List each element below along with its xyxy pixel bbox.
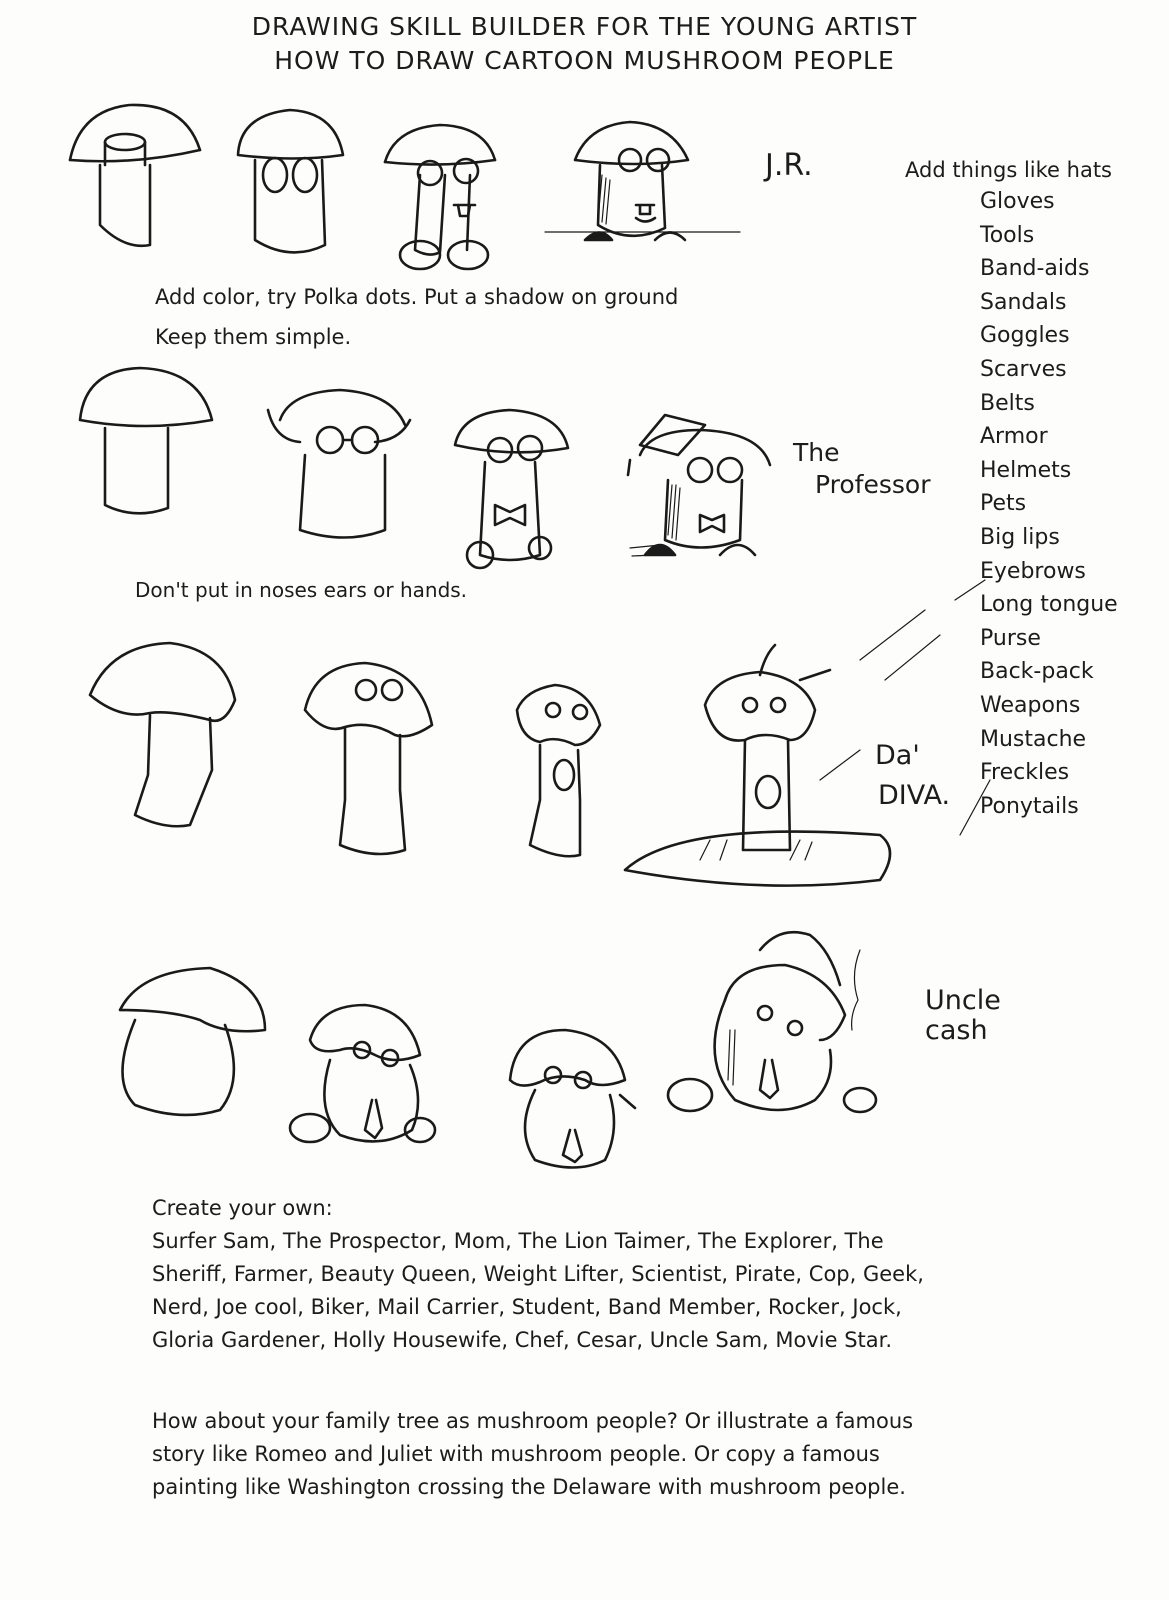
character-name-jr: J.R. xyxy=(765,148,813,183)
professor-step-2-icon xyxy=(268,390,410,538)
accessories-heading: Add things like hats xyxy=(905,158,1112,182)
accessory-item: Big lips xyxy=(980,524,1060,550)
accessory-item: Gloves xyxy=(980,189,1055,214)
accessory-item: Scarves xyxy=(980,356,1067,382)
closing-line: painting like Washington crossing the Delaware with mushroom people. xyxy=(152,1475,906,1499)
accessory-item: Tools xyxy=(980,222,1035,248)
tip-add-color: Add color, try Polka dots. Put a shadow on ground xyxy=(155,285,679,309)
professor-step-3-icon xyxy=(455,410,568,568)
professor-step-4-icon xyxy=(628,415,770,556)
tip-no-noses: Don't put in noses ears or hands. xyxy=(135,578,468,602)
character-name-diva-line-1: Da' xyxy=(875,740,920,771)
jr-step-1-icon xyxy=(70,105,200,246)
accessories-list xyxy=(980,185,1118,823)
accessory-item: Freckles xyxy=(980,760,1070,786)
accessory-item: Pets xyxy=(980,491,1027,517)
accessory-item: Purse xyxy=(980,625,1041,651)
accessory-item: Long tongue xyxy=(980,592,1118,618)
create-your-own-line: Gloria Gardener, Holly Housewife, Chef, Cesar, Uncle Sam, Movie Star. xyxy=(152,1328,893,1352)
diva-step-3-icon xyxy=(517,685,600,856)
uncle-cash-step-2-icon xyxy=(290,1005,435,1142)
create-your-own-section xyxy=(152,1192,924,1357)
uncle-cash-step-1-icon xyxy=(120,968,265,1115)
closing-paragraph xyxy=(152,1405,913,1504)
accessory-item: Eyebrows xyxy=(980,558,1086,584)
accessory-item: Ponytails xyxy=(980,793,1079,819)
character-name-diva-line-2: DIVA. xyxy=(878,780,951,811)
diva-step-1-icon xyxy=(90,643,235,826)
character-name-professor-line-1: The xyxy=(793,438,840,467)
create-your-own-line: Surfer Sam, The Prospector, Mom, The Lion Taimer, The Explorer, The xyxy=(152,1229,884,1253)
page-title-line-2: HOW TO DRAW CARTOON MUSHROOM PEOPLE xyxy=(274,46,895,75)
professor-step-1-icon xyxy=(80,368,212,513)
jr-step-4-icon xyxy=(545,122,740,240)
accessory-item: Belts xyxy=(980,390,1035,416)
diva-step-2-icon xyxy=(305,663,432,854)
closing-line: story like Romeo and Juliet with mushroom people. Or copy a famous xyxy=(152,1442,880,1466)
create-your-own-line: Nerd, Joe cool, Biker, Mail Carrier, Student, Band Member, Rocker, Jock, xyxy=(152,1295,902,1319)
accessory-item: Goggles xyxy=(980,323,1070,349)
closing-line: How about your family tree as mushroom people? Or illustrate a famous xyxy=(152,1409,914,1433)
accessory-item: Band-aids xyxy=(980,256,1090,282)
accessory-item: Back-pack xyxy=(980,659,1094,685)
jr-step-3-icon xyxy=(385,125,495,269)
page-title-line-1: DRAWING SKILL BUILDER FOR THE YOUNG ARTIST xyxy=(251,12,918,41)
jr-step-2-icon xyxy=(238,110,343,252)
character-name-professor-line-2: Professor xyxy=(815,470,931,499)
accessory-item: Armor xyxy=(980,424,1048,450)
uncle-cash-step-3-icon xyxy=(510,1030,635,1168)
create-your-own-line: Sheriff, Farmer, Beauty Queen, Weight Lifter, Scientist, Pirate, Cop, Geek, xyxy=(152,1262,924,1286)
accessory-item: Helmets xyxy=(980,457,1072,483)
create-your-own-heading: Create your own: xyxy=(152,1196,333,1220)
tip-keep-simple: Keep them simple. xyxy=(155,325,352,349)
character-name-uncle-cash-line-1: Uncle xyxy=(925,985,1001,1016)
character-name-uncle-cash-line-2: cash xyxy=(925,1015,988,1046)
accessory-item: Weapons xyxy=(980,692,1081,718)
accessory-item: Sandals xyxy=(980,289,1067,315)
uncle-cash-step-4-icon xyxy=(668,932,876,1112)
accessory-item: Mustache xyxy=(980,726,1087,752)
